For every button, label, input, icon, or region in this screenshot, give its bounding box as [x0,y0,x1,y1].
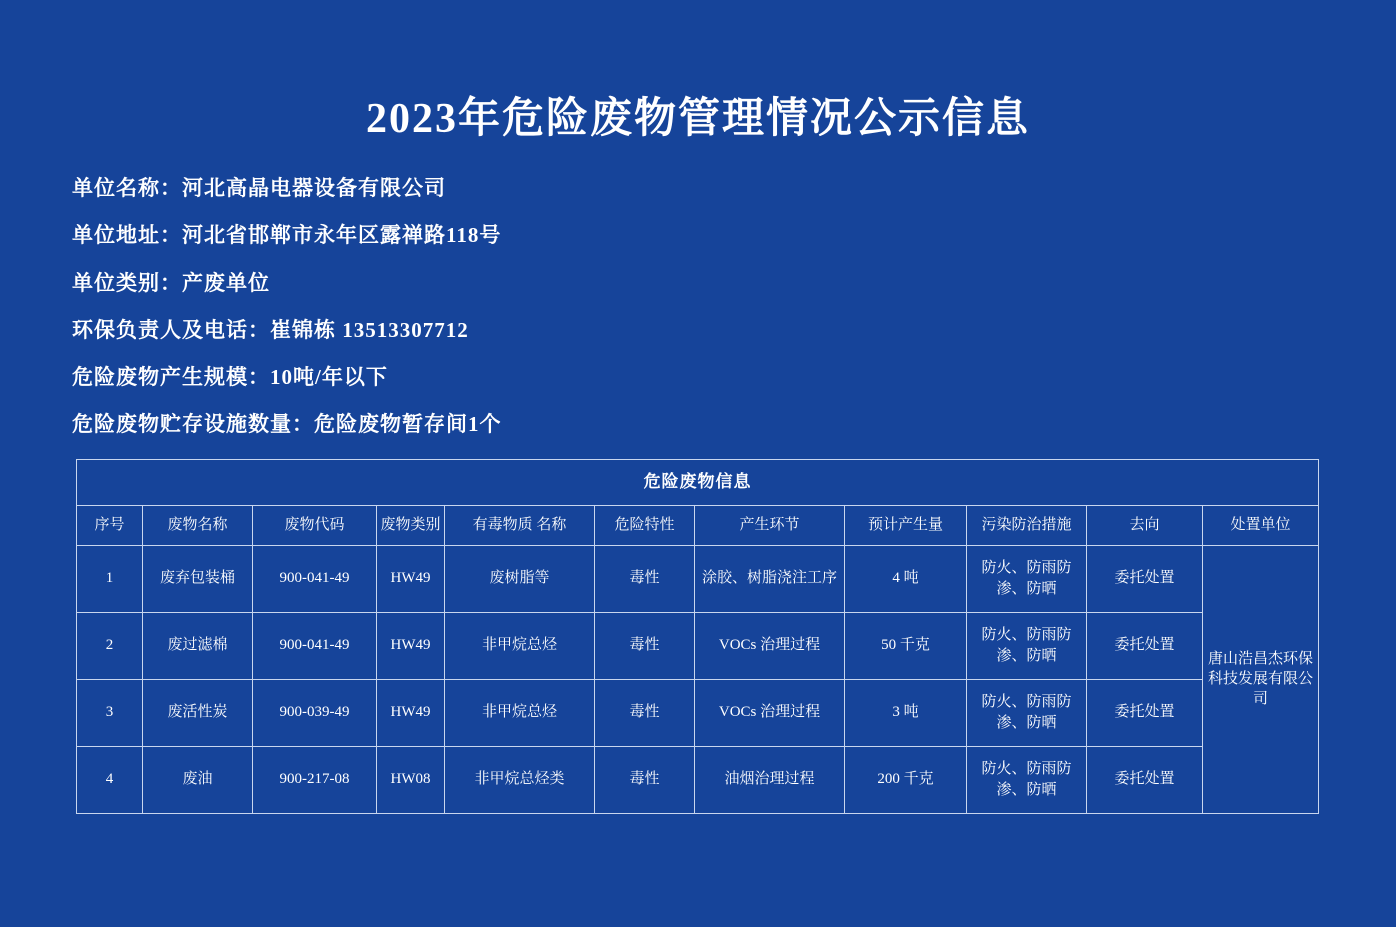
info-value: 河北高晶电器设备有限公司 [182,176,446,201]
cell-no: 3 [77,679,143,746]
cell-hazard-characteristic: 毒性 [595,545,695,612]
cell-waste-category: HW08 [377,746,445,813]
info-value: 崔锦栋 13513307712 [270,317,469,342]
cell-hazard-characteristic: 毒性 [595,612,695,679]
cell-estimated-amount: 4 吨 [845,545,967,612]
cell-estimated-amount: 50 千克 [845,612,967,679]
column-header-pollution-measures: 污染防治措施 [967,506,1087,545]
cell-toxic-substance: 废树脂等 [445,545,595,612]
hazardous-waste-table [76,459,1319,813]
info-row-contact [72,318,1396,343]
column-header-waste-category: 废物类别 [377,506,445,545]
info-row-company-address [72,223,1396,248]
cell-no: 4 [77,746,143,813]
cell-waste-code: 900-039-49 [253,679,377,746]
cell-hazard-characteristic: 毒性 [595,679,695,746]
cell-waste-name: 废弃包装桶 [143,545,253,612]
page-title: 2023年危险废物管理情况公示信息 [365,96,1030,142]
cell-waste-name: 废活性炭 [143,679,253,746]
table-row [77,679,1319,746]
column-header-toxic-substance: 有毒物质 名称 [445,506,595,545]
cell-waste-name: 废油 [143,746,253,813]
info-row-company-category [72,271,1396,296]
cell-waste-category: HW49 [377,679,445,746]
info-label: 危险废物产生规模： [72,364,270,389]
cell-generation-process: 油烟治理过程 [695,746,845,813]
cell-toxic-substance: 非甲烷总烃 [445,612,595,679]
cell-toxic-substance: 非甲烷总烃类 [445,746,595,813]
cell-hazard-characteristic: 毒性 [595,746,695,813]
cell-disposal-unit: 唐山浩昌杰环保科技发展有限公司 [1203,545,1319,813]
column-header-estimated-amount: 预计产生量 [845,506,967,545]
info-row-company-name [72,176,1396,201]
table-row [77,545,1319,612]
table-row [77,746,1319,813]
cell-destination: 委托处置 [1087,612,1203,679]
cell-waste-code: 900-041-49 [253,545,377,612]
table-header-row [77,506,1319,545]
column-header-waste-name: 废物名称 [143,506,253,545]
cell-waste-name: 废过滤棉 [143,612,253,679]
cell-generation-process: VOCs 治理过程 [695,612,845,679]
column-header-destination: 去向 [1087,506,1203,545]
cell-estimated-amount: 3 吨 [845,679,967,746]
cell-no: 1 [77,545,143,612]
cell-destination: 委托处置 [1087,746,1203,813]
cell-destination: 委托处置 [1087,545,1203,612]
column-header-disposal-unit: 处置单位 [1203,506,1319,545]
info-value: 河北省邯郸市永年区露禅路118号 [182,223,502,248]
info-row-storage-facilities [72,412,1396,437]
company-info-block [72,176,1396,437]
info-label: 单位名称： [72,176,182,201]
column-header-no: 序号 [77,506,143,545]
cell-destination: 委托处置 [1087,679,1203,746]
info-label: 单位类别： [72,270,182,295]
table-section-title: 危险废物信息 [77,460,1319,506]
table-section-title-row [77,460,1319,506]
cell-waste-category: HW49 [377,545,445,612]
column-header-generation-process: 产生环节 [695,506,845,545]
column-header-hazard-characteristic: 危险特性 [595,506,695,545]
cell-waste-category: HW49 [377,612,445,679]
column-header-waste-code: 废物代码 [253,506,377,545]
table-row [77,612,1319,679]
cell-waste-code: 900-041-49 [253,612,377,679]
info-value: 危险废物暂存间1个 [314,412,502,437]
cell-generation-process: 涂胶、树脂浇注工序 [695,545,845,612]
info-label: 单位地址： [72,223,182,248]
cell-pollution-measures: 防火、防雨防渗、防晒 [967,679,1087,746]
cell-pollution-measures: 防火、防雨防渗、防晒 [967,746,1087,813]
info-label: 环保负责人及电话： [72,317,270,342]
cell-generation-process: VOCs 治理过程 [695,679,845,746]
cell-estimated-amount: 200 千克 [845,746,967,813]
info-value: 10吨/年以下 [270,364,388,389]
cell-no: 2 [77,612,143,679]
cell-toxic-substance: 非甲烷总烃 [445,679,595,746]
info-label: 危险废物贮存设施数量： [72,412,314,437]
cell-pollution-measures: 防火、防雨防渗、防晒 [967,545,1087,612]
cell-waste-code: 900-217-08 [253,746,377,813]
info-value: 产废单位 [182,270,270,295]
info-row-generation-scale [72,365,1396,390]
cell-pollution-measures: 防火、防雨防渗、防晒 [967,612,1087,679]
